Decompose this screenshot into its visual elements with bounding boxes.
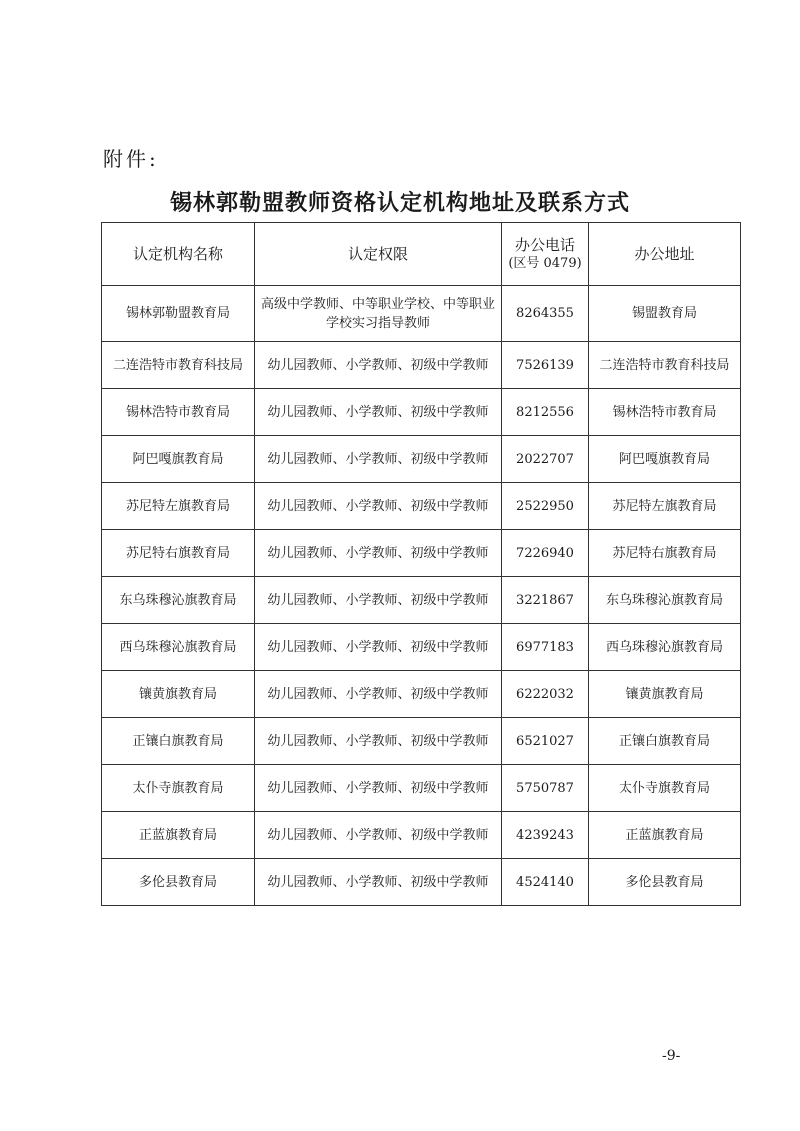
cell-authority: 幼儿园教师、小学教师、初级中学教师 [255, 389, 502, 436]
header-phone-label: 办公电话 [514, 236, 575, 254]
cell-address: 苏尼特右旗教育局 [589, 530, 741, 577]
table-row [102, 483, 741, 530]
cell-address: 太仆寺旗教育局 [589, 765, 741, 812]
cell-name: 锡林郭勒盟教育局 [102, 286, 255, 342]
attachment-label: 附件: [103, 147, 159, 171]
cell-address: 多伦县教育局 [589, 859, 741, 906]
cell-authority: 幼儿园教师、小学教师、初级中学教师 [255, 671, 502, 718]
cell-authority: 幼儿园教师、小学教师、初级中学教师 [255, 624, 502, 671]
cell-address: 阿巴嘎旗教育局 [589, 436, 741, 483]
cell-name: 苏尼特右旗教育局 [102, 530, 255, 577]
table-row [102, 286, 741, 342]
table-row [102, 624, 741, 671]
table-row [102, 342, 741, 389]
cell-authority: 高级中学教师、中等职业学校、中等职业学校实习指导教师 [255, 286, 502, 342]
cell-address: 西乌珠穆沁旗教育局 [589, 624, 741, 671]
cell-phone: 4524140 [502, 859, 589, 906]
cell-phone: 4239243 [502, 812, 589, 859]
header-phone-area-code: (区号 0479) [508, 256, 582, 271]
cell-authority: 幼儿园教师、小学教师、初级中学教师 [255, 718, 502, 765]
cell-phone: 2022707 [502, 436, 589, 483]
cell-phone: 8212556 [502, 389, 589, 436]
table-row [102, 718, 741, 765]
table-row [102, 436, 741, 483]
table-row [102, 765, 741, 812]
table-row [102, 671, 741, 718]
table-header-row [102, 223, 741, 286]
cell-name: 锡林浩特市教育局 [102, 389, 255, 436]
cell-name: 太仆寺旗教育局 [102, 765, 255, 812]
cell-phone: 5750787 [502, 765, 589, 812]
cell-authority: 幼儿园教师、小学教师、初级中学教师 [255, 436, 502, 483]
cell-authority: 幼儿园教师、小学教师、初级中学教师 [255, 765, 502, 812]
table-row [102, 577, 741, 624]
cell-address: 二连浩特市教育科技局 [589, 342, 741, 389]
cell-authority: 幼儿园教师、小学教师、初级中学教师 [255, 483, 502, 530]
cell-name: 正蓝旗教育局 [102, 812, 255, 859]
header-address: 办公地址 [589, 223, 741, 286]
cell-authority: 幼儿园教师、小学教师、初级中学教师 [255, 577, 502, 624]
cell-phone: 7226940 [502, 530, 589, 577]
header-authority: 认定权限 [255, 223, 502, 286]
document-title: 锡林郭勒盟教师资格认定机构地址及联系方式 [169, 190, 630, 216]
table-row [102, 389, 741, 436]
table-row [102, 812, 741, 859]
cell-phone: 7526139 [502, 342, 589, 389]
cell-phone: 6521027 [502, 718, 589, 765]
cell-address: 东乌珠穆沁旗教育局 [589, 577, 741, 624]
cell-name: 二连浩特市教育科技局 [102, 342, 255, 389]
cell-phone: 6222032 [502, 671, 589, 718]
cell-authority: 幼儿园教师、小学教师、初级中学教师 [255, 530, 502, 577]
cell-phone: 6977183 [502, 624, 589, 671]
cell-address: 锡盟教育局 [589, 286, 741, 342]
cell-phone: 8264355 [502, 286, 589, 342]
cell-name: 镶黄旗教育局 [102, 671, 255, 718]
header-name: 认定机构名称 [102, 223, 255, 286]
cell-name: 西乌珠穆沁旗教育局 [102, 624, 255, 671]
cell-address: 锡林浩特市教育局 [589, 389, 741, 436]
cell-name: 阿巴嘎旗教育局 [102, 436, 255, 483]
table-body [102, 286, 741, 906]
cell-authority: 幼儿园教师、小学教师、初级中学教师 [255, 812, 502, 859]
cell-name: 多伦县教育局 [102, 859, 255, 906]
cell-address: 正蓝旗教育局 [589, 812, 741, 859]
cell-name: 正镶白旗教育局 [102, 718, 255, 765]
cell-authority: 幼儿园教师、小学教师、初级中学教师 [255, 342, 502, 389]
cell-name: 苏尼特左旗教育局 [102, 483, 255, 530]
cell-address: 苏尼特左旗教育局 [589, 483, 741, 530]
cell-name: 东乌珠穆沁旗教育局 [102, 577, 255, 624]
table-row [102, 530, 741, 577]
table-row [102, 859, 741, 906]
cell-authority: 幼儿园教师、小学教师、初级中学教师 [255, 859, 502, 906]
page-number: -9- [662, 1048, 681, 1064]
cell-address: 正镶白旗教育局 [589, 718, 741, 765]
contact-table [101, 222, 741, 906]
cell-phone: 2522950 [502, 483, 589, 530]
cell-phone: 3221867 [502, 577, 589, 624]
cell-address: 镶黄旗教育局 [589, 671, 741, 718]
header-phone [502, 223, 589, 286]
